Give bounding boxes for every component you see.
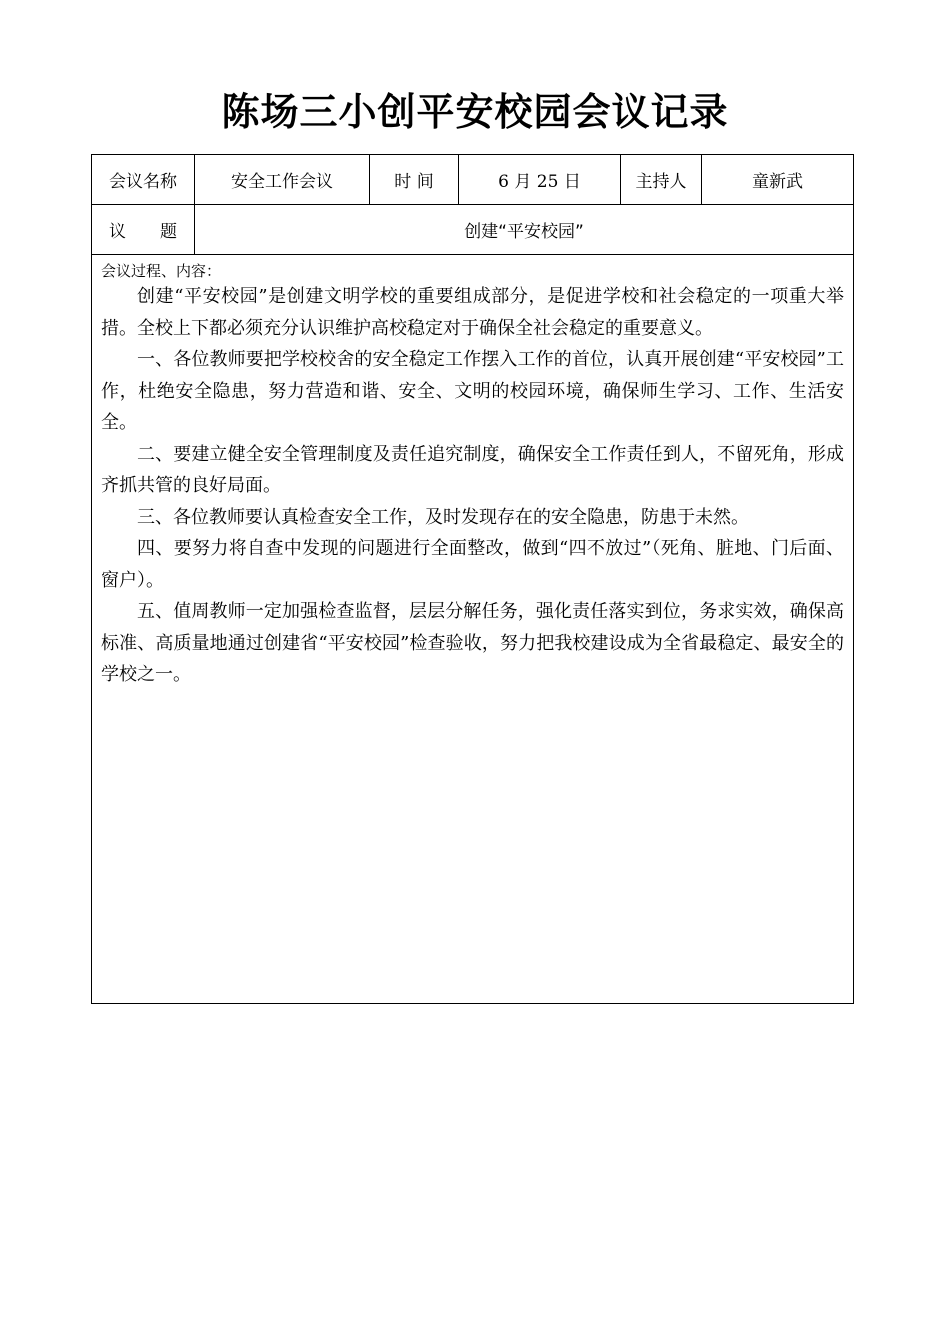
meeting-host-label: 主持人 — [621, 155, 702, 205]
page-title: 陈场三小创平安校园会议记录 — [221, 90, 729, 134]
meeting-record-table — [91, 154, 854, 1004]
meeting-topic-value: 创建“平安校园” — [195, 205, 854, 255]
meeting-name-value: 安全工作会议 — [195, 155, 370, 205]
meeting-host-value: 童新武 — [702, 155, 854, 205]
meeting-content-row — [92, 255, 854, 1004]
meeting-time-label: 时 间 — [370, 155, 459, 205]
meeting-content-cell — [92, 255, 854, 1004]
meeting-name-label: 会议名称 — [92, 155, 195, 205]
content-paragraph: 一、各位教师要把学校校舍的安全稳定工作摆入工作的首位，认真开展创建“平安校园”工作，杜绝安全隐患，努力营造和谐、安全、文明的校园环境，确保师生学习、工作、生活安全。 — [101, 349, 844, 433]
meeting-topic-label: 议 题 — [92, 205, 195, 255]
content-paragraph: 四、要努力将自查中发现的问题进行全面整改，做到“四不放过”（死角、脏地、门后面、窗户）。 — [101, 538, 844, 591]
content-paragraph: 三、各位教师要认真检查安全工作，及时发现存在的安全隐患，防患于未然。 — [137, 506, 749, 528]
content-paragraph: 创建“平安校园”是创建文明学校的重要组成部分，是促进学校和社会稳定的一项重大举措。全校上下都必须充分认识维护高校稳定对于确保全社会稳定的重要意义。 — [101, 286, 844, 339]
content-label: 会议过程、内容： — [101, 262, 222, 280]
meeting-time-value: 6 月 25 日 — [459, 155, 621, 205]
content-paragraph: 二、要建立健全安全管理制度及责任追究制度，确保安全工作责任到人，不留死角，形成齐抓共管的良好局面。 — [101, 443, 844, 496]
content-paragraph: 五、值周教师一定加强检查监督，层层分解任务，强化责任落实到位，务求实效，确保高标准、高质量地通过创建省“平安校园”检查验收，努力把我校建设成为全省最稳定、最安全的学校之一。 — [101, 601, 844, 685]
meeting-info-row — [92, 155, 854, 205]
meeting-topic-row — [92, 205, 854, 255]
